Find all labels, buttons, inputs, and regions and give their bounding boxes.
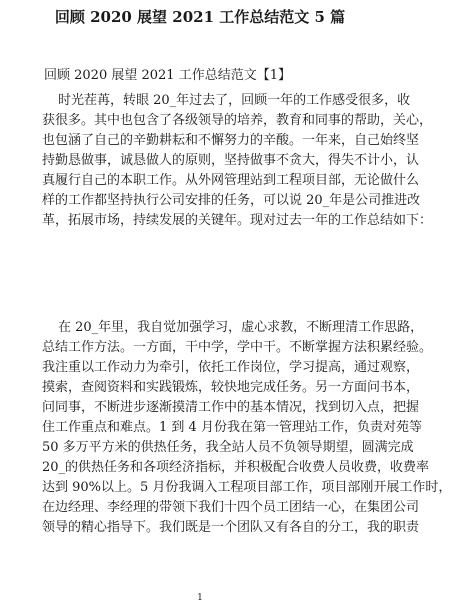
paragraph-line: 领导的精心指导下。我们既是一个团队又有各自的分工，我的职责 [42,520,420,535]
paragraph-2 [42,318,451,538]
paragraph-line: 我注重以工作动力为牵引，依托工作岗位，学习提高，通过观察， [42,360,420,375]
paragraph-line: 在 20_年里，我自觉加强学习，虚心求教，不断理清工作思路， [58,320,424,335]
paragraph-line: 总结工作方法。一方面，干中学，学中干。不断掌握方法积累经验。 [42,340,433,355]
paragraph-line: 真履行自己的本职工作。从外网管理站到工程项目部，无论做什么 [42,173,420,188]
paragraph-line: 革，拓展市场，持续发展的关键年。现对过去一年的工作总结如下： [42,213,433,228]
paragraph-1 [42,91,433,231]
paragraph-line: 时光茬苒，转眼 20_年过去了，回顾一年的工作感受很多，收 [58,93,411,108]
paragraph-line: 持勤恳做事，诚恳做人的原则，坚持做事不贪大，得失不计小，认 [42,153,420,168]
paragraph-line: 在边经理、李经理的带领下我们十四个员工团结一心，在集团公司 [42,500,420,515]
page-title: 回顾 2020 展望 2021 工作总结范文 5 篇 [54,8,346,26]
paragraph-line: 摸索，查阅资料和实践锻炼，较快地完成任务。另一方面问书本， [42,380,420,395]
paragraph-line: 也包涵了自己的辛勤耕耘和不懈努力的辛酸。一年来，自己始终坚 [42,133,420,148]
paragraph-line: 50 多万平方米的供热任务，我全站人员不负领导期望，圆满完成 [42,440,414,455]
paragraph-line: 达到 90%以上。5 月份我调入工程项目部工作，项目部刚开展工作时， [42,480,451,495]
paragraph-line: 住工作重点和难点。1 到 4 月份我在第一管理站工作，负责对苑等 [42,420,422,435]
paragraph-line: 20_的供热任务和各项经济指标，并积极配合收费人员收费，收费率 [42,460,430,475]
paragraph-line: 获很多。其中也包含了各级领导的培养，教育和同事的帮助，关心， [42,113,433,128]
paragraph-line: 问同事，不断进步逐渐摸清工作中的基本情况，找到切入点，把握 [42,400,420,415]
paragraph-line: 样的工作都坚持执行公司安排的任务，可以说 20_年是公司推进改 [42,193,421,208]
section-heading: 回顾 2020 展望 2021 工作总结范文【1】 [44,68,291,83]
page-number: 1 [197,593,203,603]
